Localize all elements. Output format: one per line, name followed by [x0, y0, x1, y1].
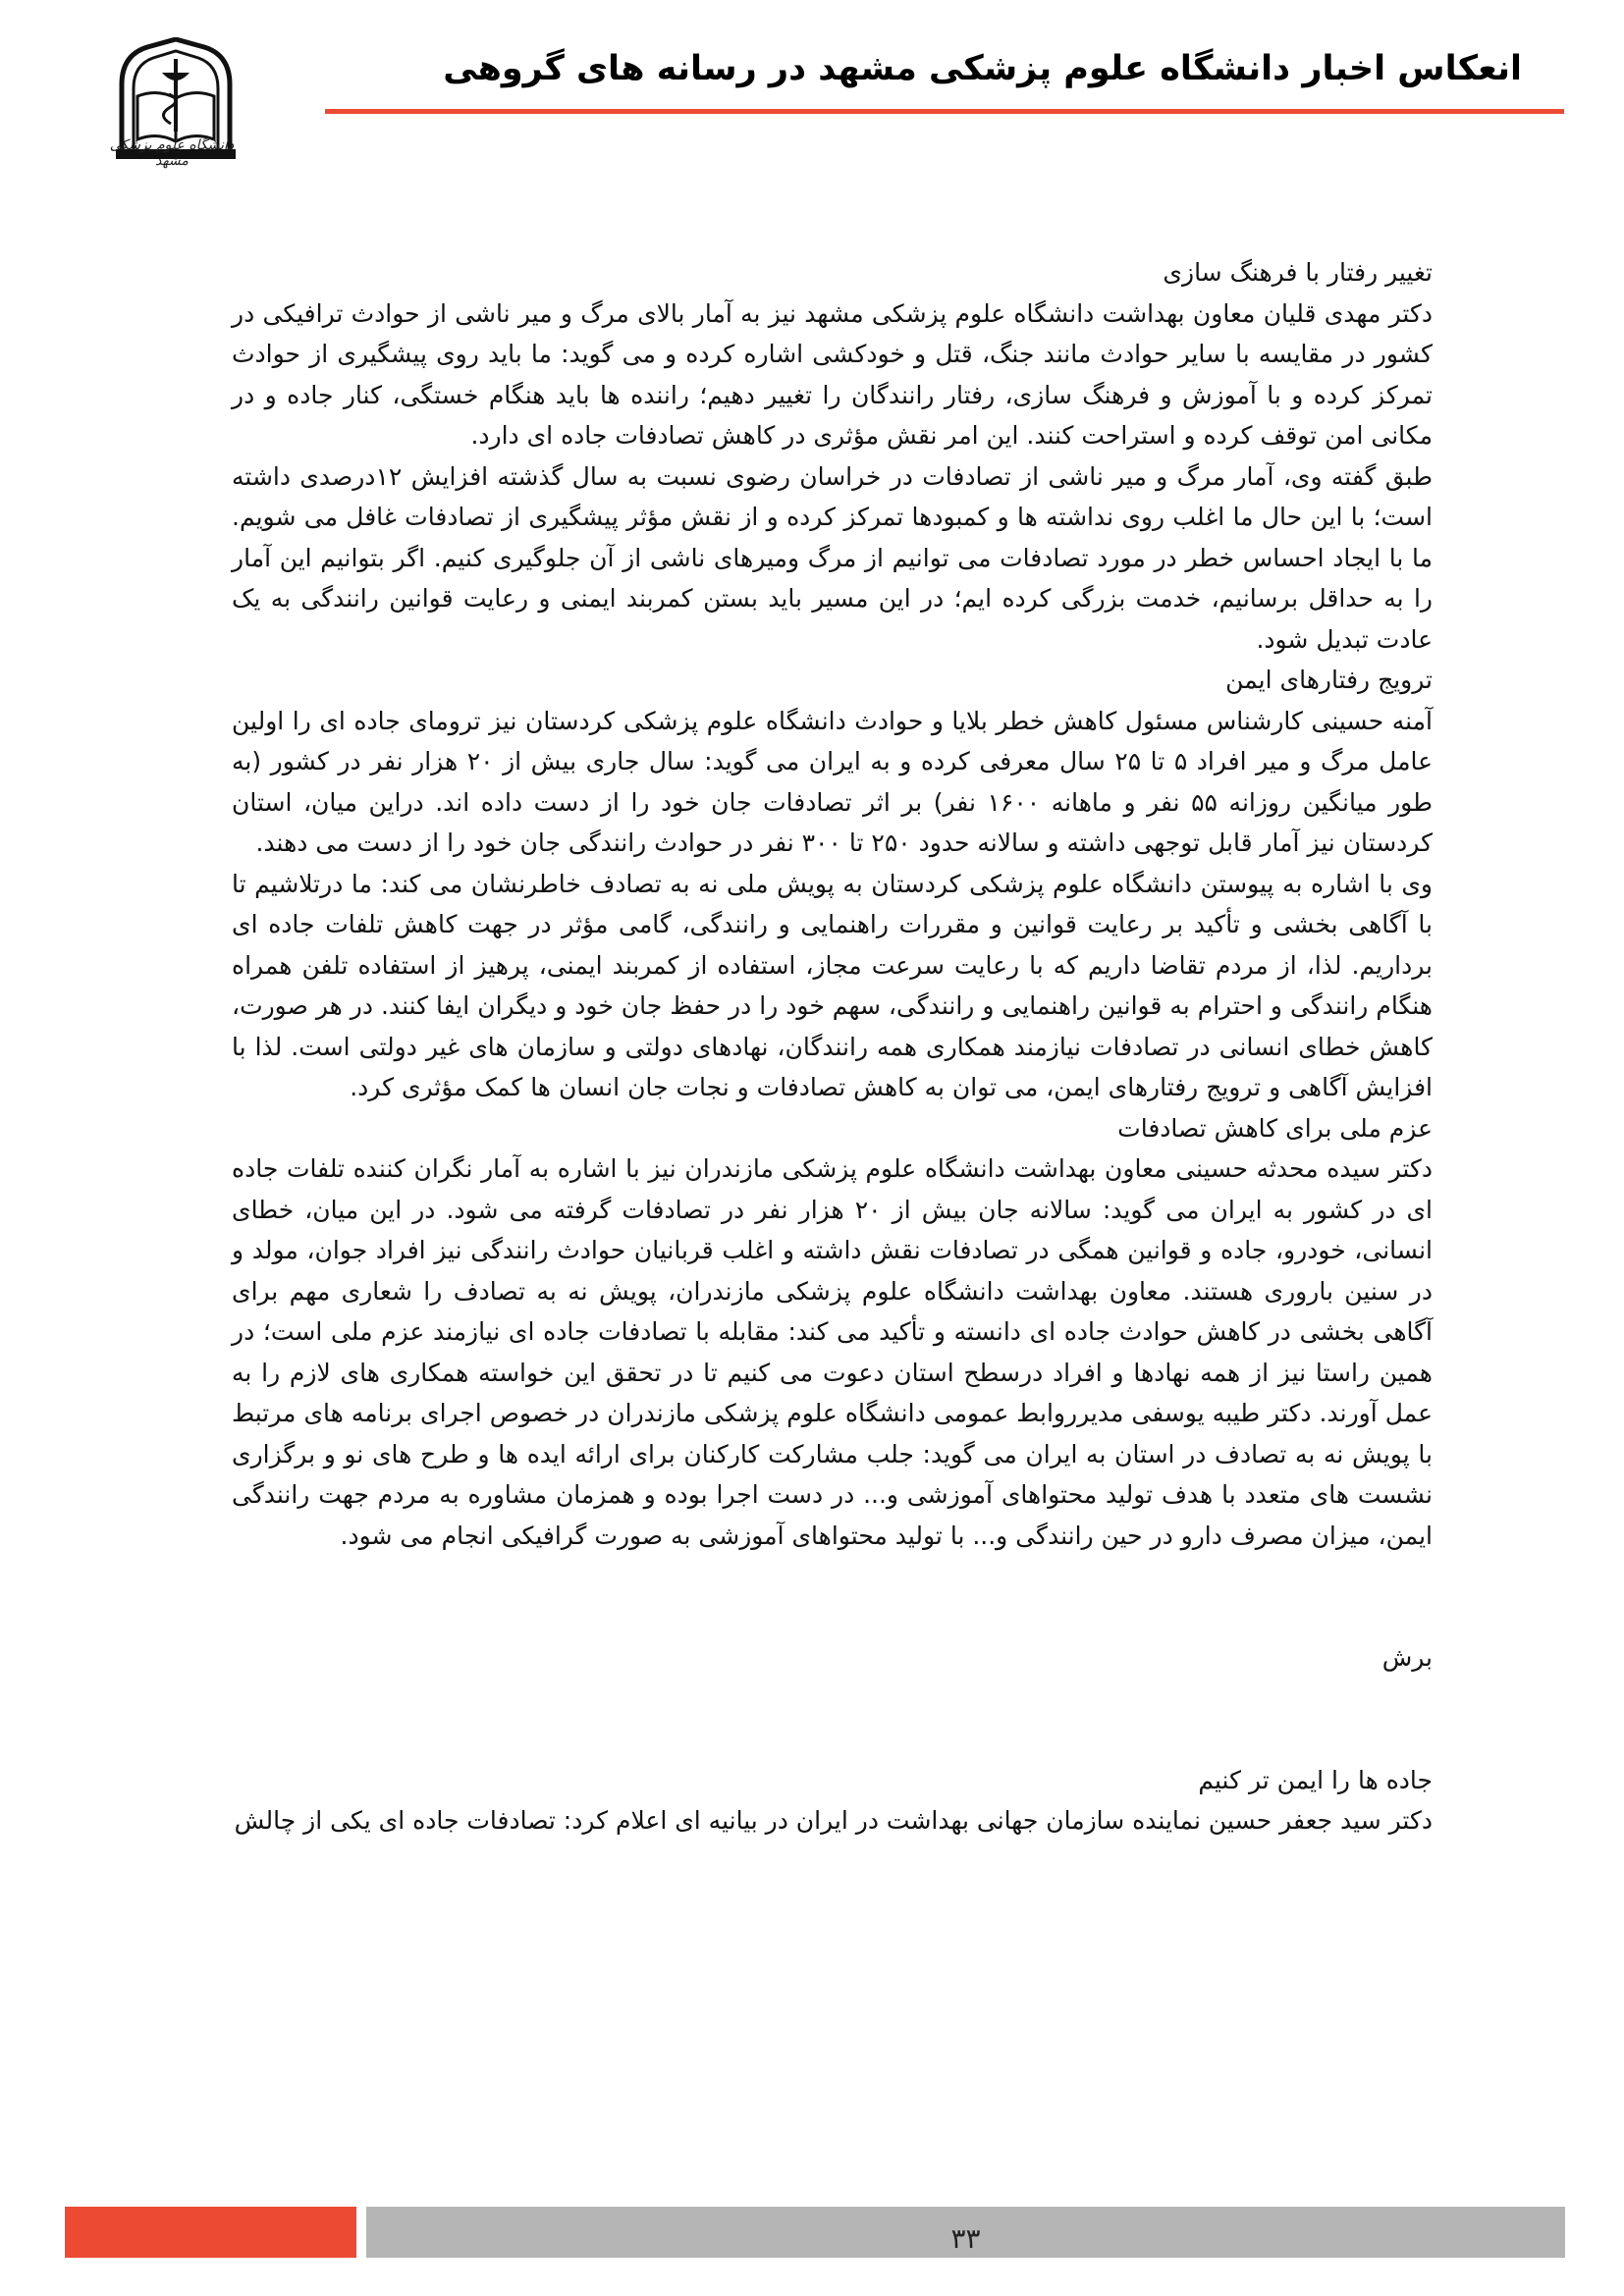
article-body	[232, 252, 1433, 1842]
paragraph: دکتر سید جعفر حسین نماینده سازمان جهانی بهداشت در ایران در بیانیه ای اعلام کرد: تصادفات جاده ای یکی از چالش	[234, 1806, 1433, 1835]
paragraph: دکتر مهدی قلیان معاون بهداشت دانشگاه علوم پزشکی مشهد نیز به آمار بالای مرگ و میر ناشی از حوادث ترافیکی در کشور در مقایسه با سایر حوادث مانند جنگ، قتل و خودکشی اشاره کرده و می گوید: ما باید روی پیشگیری از حوادث تمرکز کرده و با آموزش و فرهنگ سازی، رفتار رانندگان را تغییر دهیم؛ راننده ها باید هنگام خستگی، کنار جاده و در مکانی امن توقف کرده و استراحت کنند. این امر نقش مؤثری در کاهش تصادفات جاده ای دارد.	[232, 298, 1433, 450]
paragraph: طبق گفته وی، آمار مرگ و میر ناشی از تصادفات در خراسان رضوی نسبت به سال گذشته افزایش ۱۲درصدی داشته است؛ با این حال ما اغلب روی نداشته ها و کمبودها تمرکز کرده و از نقش مؤثر پیشگیری از تصادفات غافل می شویم. ما با ایجاد احساس خطر در مورد تصادفات می توانیم از مرگ ومیرهای ناشی از آن جلوگیری کنیم. اگر بتوانیم این آمار را به حداقل برسانیم، خدمت بزرگی کرده ایم؛ در این مسیر باید بستن کمربند ایمنی و رعایت قوانین رانندگی به یک عادت تبدیل شود.	[232, 461, 1434, 654]
section-label: برش	[1381, 1643, 1433, 1672]
paragraph: دکتر سیده محدثه حسینی معاون بهداشت دانشگاه علوم پزشکی مازندران نیز با اشاره به آمار نگران کننده تلفات جاده ای در کشور به ایران می گوید: سالانه جان بیش از ۲۰ هزار نفر در تصادفات گرفته می شود. در این میان، خطای انسانی، خودرو، جاده و قوانین همگی در تصادفات نقش داشته و اغلب قربانیان حوادث رانندگی نیز افراد جوان، مولد و در سنین باروری هستند. معاون بهداشت دانشگاه علوم پزشکی مازندران، پویش نه به تصادف را شعاری مهم برای آگاهی بخشی در کاهش حوادث جاده ای دانسته و تأکید می کند: مقابله با تصادفات جاده ای نیازمند عزم ملی است؛ در همین راستا نیز از همه نهادها و افراد درسطح استان دعوت می کنیم تا در تحقق این خواسته همکاری های لازم را به عمل آورند. دکتر طیبه یوسفی مدیرروابط عمومی دانشگاه علوم پزشکی مازندران در خصوص اجرای برنامه های مرتبط با پویش نه به تصادف در استان به ایران می گوید: جلب مشارکت کارکنان برای ارائه ایده ها و طرح های نو و برگزاری نشست های متعدد با هدف تولید محتواهای آموزشی و... در دست اجرا بوده و همزمان مشاوره به مردم جهت رانندگی ایمن، میزان مصرف دارو در حین رانندگی و... با تولید محتواهای آموزشی به صورت گرافیکی انجام می شود.	[232, 1154, 1433, 1550]
paragraph: وی با اشاره به پیوستن دانشگاه علوم پزشکی کردستان به پویش ملی نه به تصادف خاطرنشان می کند: ما درتلاشیم تا با آگاهی بخشی و تأکید بر رعایت قوانین و مقررات راهنمایی و رانندگی، گامی مؤثر در جهت کاهش تلفات جاده ای برداریم. لذا، از مردم تقاضا داریم که با رعایت سرعت مجاز، استفاده از کمربند ایمنی، پرهیز از استفاده تلفن همراه هنگام رانندگی و احترام به قوانین راهنمایی و رانندگی، سهم خود را در حفظ جان خود و دیگران ایفا کنند. در هر صورت، کاهش خطای انسانی در تصادفات نیازمند همکاری همه رانندگان، نهادهای دولتی و سازمان های غیر دولتی است. لذا با افزایش آگاهی و ترویج رفتارهای ایمن، می توان به کاهش تصادفات و نجات جان انسان ها کمک مؤثری کرد.	[232, 869, 1433, 1101]
section-heading: تغییر رفتار با فرهنگ سازی	[1163, 258, 1433, 287]
logo-caption: دانشگاه علوم پزشکی مشهد	[109, 137, 235, 169]
page-header-title: انعکاس اخبار دانشگاه علوم پزشکی مشهد در رسانه های گروهی	[443, 49, 1522, 88]
page-number: ۳۳	[950, 2222, 981, 2255]
footer-accent-bar	[65, 2207, 356, 2258]
paragraph: آمنه حسینی کارشناس مسئول کاهش خطر بلایا و حوادث دانشگاه علوم پزشکی کردستان نیز ترومای جاده ای را اولین عامل مرگ و میر افراد ۵ تا ۲۵ سال معرفی کرده و به ایران می گوید: سال جاری بیش از ۲۰ هزار نفر در کشور (به طور میانگین روزانه ۵۵ نفر و ماهانه ۱۶۰۰ نفر) بر اثر تصادفات جان خود را از دست داده اند. دراین میان، استان کردستان نیز آمار قابل توجهی داشته و سالانه حدود ۲۵۰ تا ۳۰۰ نفر در حوادث رانندگی جان خود را از دست می دهند.	[232, 706, 1434, 857]
section-heading: جاده ها را ایمن تر کنیم	[1198, 1765, 1433, 1794]
section-heading: عزم ملی برای کاهش تصادفات	[1117, 1113, 1433, 1143]
header-divider	[325, 109, 1564, 114]
section-heading: ترویج رفتارهای ایمن	[1225, 666, 1433, 694]
